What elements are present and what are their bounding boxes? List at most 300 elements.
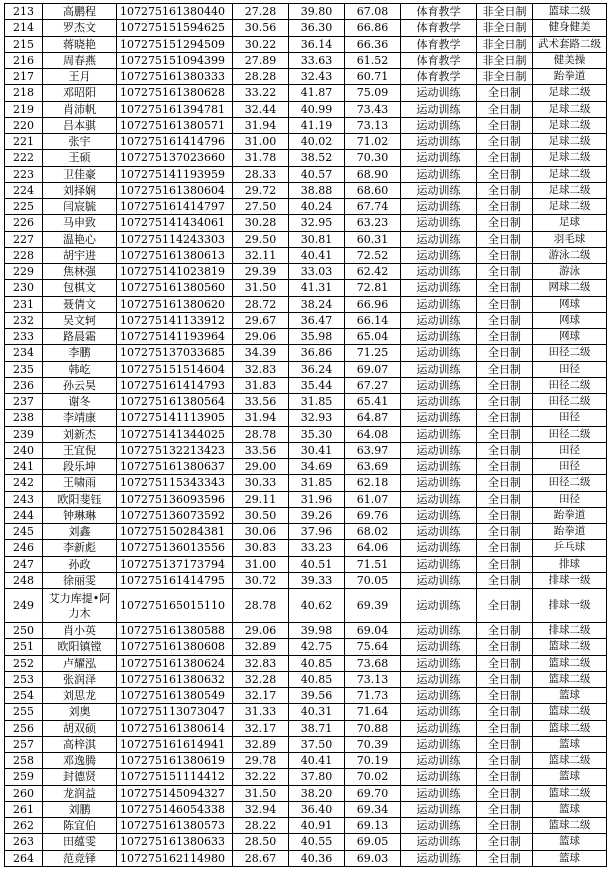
sport-specialty-cell: 健美操 <box>533 52 607 68</box>
study-mode-cell: 全日制 <box>477 572 533 588</box>
table-row <box>5 834 607 850</box>
sport-specialty-cell: 篮球 <box>533 769 607 785</box>
row-number-cell: 230 <box>5 280 43 296</box>
score-b-cell: 41.87 <box>289 85 345 101</box>
row-number-cell: 219 <box>5 101 43 117</box>
study-direction-cell: 运动训练 <box>401 312 477 328</box>
sport-specialty-cell: 篮球 <box>533 736 607 752</box>
score-b-cell: 40.85 <box>289 671 345 687</box>
candidate-name-cell: 路晨霜 <box>43 329 117 345</box>
total-score-cell: 71.73 <box>345 688 401 704</box>
study-direction-cell: 运动训练 <box>401 524 477 540</box>
study-mode-cell: 全日制 <box>477 459 533 475</box>
study-direction-cell: 运动训练 <box>401 688 477 704</box>
table-row <box>5 442 607 458</box>
score-a-cell: 34.39 <box>233 345 289 361</box>
table-row <box>5 801 607 817</box>
total-score-cell: 73.13 <box>345 671 401 687</box>
study-direction-cell: 运动训练 <box>401 361 477 377</box>
score-b-cell: 33.63 <box>289 52 345 68</box>
study-direction-cell: 运动训练 <box>401 459 477 475</box>
candidate-name-cell: 王啸雨 <box>43 475 117 491</box>
score-b-cell: 32.43 <box>289 69 345 85</box>
sport-specialty-cell: 排球二级 <box>533 623 607 639</box>
score-a-cell: 30.50 <box>233 507 289 523</box>
score-b-cell: 40.02 <box>289 134 345 150</box>
exam-id-cell: 107275161380613 <box>117 247 233 263</box>
table-row <box>5 215 607 231</box>
score-a-cell: 30.06 <box>233 524 289 540</box>
exam-id-cell: 107275161380633 <box>117 834 233 850</box>
score-b-cell: 38.88 <box>289 182 345 198</box>
candidate-name-cell: 闫宸毓 <box>43 199 117 215</box>
total-score-cell: 73.68 <box>345 655 401 671</box>
row-number-cell: 241 <box>5 459 43 475</box>
row-number-cell: 254 <box>5 688 43 704</box>
candidate-name-cell: 高鹏程 <box>43 4 117 20</box>
study-mode-cell: 全日制 <box>477 199 533 215</box>
score-b-cell: 35.98 <box>289 329 345 345</box>
table-row <box>5 589 607 623</box>
study-direction-cell: 运动训练 <box>401 264 477 280</box>
study-mode-cell: 全日制 <box>477 85 533 101</box>
score-b-cell: 38.52 <box>289 150 345 166</box>
study-mode-cell: 全日制 <box>477 377 533 393</box>
row-number-cell: 243 <box>5 491 43 507</box>
candidate-name-cell: 邓逸腾 <box>43 753 117 769</box>
score-a-cell: 28.67 <box>233 850 289 866</box>
candidate-name-cell: 刘思龙 <box>43 688 117 704</box>
study-direction-cell: 运动训练 <box>401 704 477 720</box>
study-direction-cell: 运动训练 <box>401 134 477 150</box>
table-row <box>5 117 607 133</box>
score-b-cell: 40.24 <box>289 199 345 215</box>
row-number-cell: 229 <box>5 264 43 280</box>
study-direction-cell: 体育教学 <box>401 4 477 20</box>
row-number-cell: 234 <box>5 345 43 361</box>
score-a-cell: 32.28 <box>233 671 289 687</box>
table-row <box>5 280 607 296</box>
total-score-cell: 71.51 <box>345 556 401 572</box>
study-direction-cell: 运动训练 <box>401 166 477 182</box>
sport-specialty-cell: 篮球二级 <box>533 785 607 801</box>
total-score-cell: 67.27 <box>345 377 401 393</box>
candidate-name-cell: 段乐坤 <box>43 459 117 475</box>
score-b-cell: 40.99 <box>289 101 345 117</box>
exam-id-cell: 107275136073592 <box>117 507 233 523</box>
sport-specialty-cell: 篮球二级 <box>533 753 607 769</box>
total-score-cell: 69.13 <box>345 818 401 834</box>
exam-id-cell: 107275161414795 <box>117 572 233 588</box>
candidate-name-cell: 龙润益 <box>43 785 117 801</box>
row-number-cell: 263 <box>5 834 43 850</box>
candidate-name-cell: 刘鑫 <box>43 524 117 540</box>
row-number-cell: 223 <box>5 166 43 182</box>
candidate-name-cell: 陈宜伯 <box>43 818 117 834</box>
score-b-cell: 41.19 <box>289 117 345 133</box>
candidate-name-cell: 吕本骐 <box>43 117 117 133</box>
sport-specialty-cell: 田径二级 <box>533 394 607 410</box>
sport-specialty-cell: 健身健美 <box>533 20 607 36</box>
study-direction-cell: 运动训练 <box>401 491 477 507</box>
study-mode-cell: 全日制 <box>477 182 533 198</box>
sport-specialty-cell: 篮球二级 <box>533 720 607 736</box>
total-score-cell: 69.34 <box>345 801 401 817</box>
score-b-cell: 33.03 <box>289 264 345 280</box>
candidate-name-cell: 王宜倪 <box>43 442 117 458</box>
score-b-cell: 36.40 <box>289 801 345 817</box>
score-a-cell: 32.89 <box>233 736 289 752</box>
row-number-cell: 256 <box>5 720 43 736</box>
study-mode-cell: 全日制 <box>477 720 533 736</box>
candidate-name-cell: 胡双硕 <box>43 720 117 736</box>
study-mode-cell: 全日制 <box>477 688 533 704</box>
candidate-name-cell: 肖沛帆 <box>43 101 117 117</box>
row-number-cell: 221 <box>5 134 43 150</box>
score-b-cell: 39.33 <box>289 572 345 588</box>
study-mode-cell: 全日制 <box>477 312 533 328</box>
candidate-name-cell: 卫佳豪 <box>43 166 117 182</box>
study-mode-cell: 全日制 <box>477 639 533 655</box>
row-number-cell: 238 <box>5 410 43 426</box>
total-score-cell: 64.08 <box>345 426 401 442</box>
row-number-cell: 255 <box>5 704 43 720</box>
exam-id-cell: 107275161380588 <box>117 623 233 639</box>
sport-specialty-cell: 足球二级 <box>533 182 607 198</box>
sport-specialty-cell: 排球一级 <box>533 572 607 588</box>
row-number-cell: 224 <box>5 182 43 198</box>
sport-specialty-cell: 田径 <box>533 410 607 426</box>
candidate-name-cell: 吴文轲 <box>43 312 117 328</box>
study-mode-cell: 全日制 <box>477 818 533 834</box>
score-b-cell: 40.36 <box>289 850 345 866</box>
row-number-cell: 242 <box>5 475 43 491</box>
study-mode-cell: 全日制 <box>477 361 533 377</box>
total-score-cell: 69.04 <box>345 623 401 639</box>
table-row <box>5 85 607 101</box>
study-mode-cell: 全日制 <box>477 491 533 507</box>
sport-specialty-cell: 网球二级 <box>533 280 607 296</box>
study-mode-cell: 全日制 <box>477 215 533 231</box>
score-a-cell: 30.72 <box>233 572 289 588</box>
exam-id-cell: 107275161414797 <box>117 199 233 215</box>
sport-specialty-cell: 田径二级 <box>533 377 607 393</box>
score-a-cell: 33.56 <box>233 442 289 458</box>
exam-id-cell: 107275141113905 <box>117 410 233 426</box>
sport-specialty-cell: 跆拳道 <box>533 524 607 540</box>
total-score-cell: 69.76 <box>345 507 401 523</box>
total-score-cell: 69.03 <box>345 850 401 866</box>
total-score-cell: 73.13 <box>345 117 401 133</box>
exam-id-cell: 107275113073047 <box>117 704 233 720</box>
study-mode-cell: 非全日制 <box>477 20 533 36</box>
study-mode-cell: 全日制 <box>477 475 533 491</box>
row-number-cell: 252 <box>5 655 43 671</box>
score-a-cell: 32.83 <box>233 361 289 377</box>
table-row <box>5 671 607 687</box>
candidate-name-cell: 肖小英 <box>43 623 117 639</box>
exam-id-cell: 107275141434061 <box>117 215 233 231</box>
score-b-cell: 37.96 <box>289 524 345 540</box>
candidate-name-cell: 包棋文 <box>43 280 117 296</box>
exam-id-cell: 107275161380573 <box>117 818 233 834</box>
table-row <box>5 69 607 85</box>
sport-specialty-cell: 足球二级 <box>533 150 607 166</box>
sport-specialty-cell: 篮球二级 <box>533 4 607 20</box>
score-a-cell: 32.89 <box>233 639 289 655</box>
sport-specialty-cell: 篮球 <box>533 834 607 850</box>
study-direction-cell: 运动训练 <box>401 410 477 426</box>
study-mode-cell: 全日制 <box>477 442 533 458</box>
study-direction-cell: 运动训练 <box>401 589 477 623</box>
study-direction-cell: 体育教学 <box>401 69 477 85</box>
row-number-cell: 225 <box>5 199 43 215</box>
sport-specialty-cell: 足球二级 <box>533 85 607 101</box>
score-b-cell: 32.95 <box>289 215 345 231</box>
study-mode-cell: 全日制 <box>477 507 533 523</box>
score-b-cell: 31.96 <box>289 491 345 507</box>
total-score-cell: 70.05 <box>345 572 401 588</box>
score-b-cell: 40.57 <box>289 166 345 182</box>
exam-id-cell: 107275161380619 <box>117 753 233 769</box>
exam-id-cell: 107275161380624 <box>117 655 233 671</box>
score-b-cell: 30.41 <box>289 442 345 458</box>
exam-id-cell: 107275146054338 <box>117 801 233 817</box>
score-a-cell: 32.44 <box>233 101 289 117</box>
candidate-name-cell: 李鹏 <box>43 345 117 361</box>
sport-specialty-cell: 篮球二级 <box>533 704 607 720</box>
score-b-cell: 34.69 <box>289 459 345 475</box>
score-b-cell: 40.85 <box>289 655 345 671</box>
exam-id-cell: 107275161380614 <box>117 720 233 736</box>
total-score-cell: 62.18 <box>345 475 401 491</box>
table-row <box>5 134 607 150</box>
total-score-cell: 68.02 <box>345 524 401 540</box>
exam-id-cell: 107275141193964 <box>117 329 233 345</box>
sport-specialty-cell: 篮球二级 <box>533 671 607 687</box>
score-a-cell: 31.00 <box>233 134 289 150</box>
score-b-cell: 30.81 <box>289 231 345 247</box>
study-direction-cell: 运动训练 <box>401 442 477 458</box>
candidate-name-cell: 王月 <box>43 69 117 85</box>
study-mode-cell: 全日制 <box>477 589 533 623</box>
total-score-cell: 69.07 <box>345 361 401 377</box>
study-mode-cell: 全日制 <box>477 394 533 410</box>
row-number-cell: 246 <box>5 540 43 556</box>
score-a-cell: 30.28 <box>233 215 289 231</box>
study-mode-cell: 全日制 <box>477 150 533 166</box>
score-b-cell: 42.75 <box>289 639 345 655</box>
row-number-cell: 250 <box>5 623 43 639</box>
row-number-cell: 218 <box>5 85 43 101</box>
study-mode-cell: 全日制 <box>477 671 533 687</box>
score-a-cell: 31.50 <box>233 280 289 296</box>
score-a-cell: 29.39 <box>233 264 289 280</box>
table-row <box>5 655 607 671</box>
row-number-cell: 227 <box>5 231 43 247</box>
row-number-cell: 232 <box>5 312 43 328</box>
table-row <box>5 720 607 736</box>
row-number-cell: 231 <box>5 296 43 312</box>
table-row <box>5 623 607 639</box>
score-a-cell: 31.78 <box>233 150 289 166</box>
study-direction-cell: 运动训练 <box>401 785 477 801</box>
row-number-cell: 220 <box>5 117 43 133</box>
score-a-cell: 32.11 <box>233 247 289 263</box>
study-mode-cell: 全日制 <box>477 134 533 150</box>
table-row <box>5 377 607 393</box>
row-number-cell: 215 <box>5 36 43 52</box>
study-mode-cell: 全日制 <box>477 736 533 752</box>
sport-specialty-cell: 足球二级 <box>533 117 607 133</box>
score-b-cell: 33.23 <box>289 540 345 556</box>
row-number-cell: 260 <box>5 785 43 801</box>
score-a-cell: 29.72 <box>233 182 289 198</box>
total-score-cell: 60.31 <box>345 231 401 247</box>
study-mode-cell: 非全日制 <box>477 4 533 20</box>
exam-id-cell: 107275161380549 <box>117 688 233 704</box>
row-number-cell: 213 <box>5 4 43 20</box>
exam-id-cell: 107275145094327 <box>117 785 233 801</box>
score-b-cell: 36.86 <box>289 345 345 361</box>
table-row <box>5 394 607 410</box>
total-score-cell: 66.86 <box>345 20 401 36</box>
score-a-cell: 31.94 <box>233 117 289 133</box>
table-row <box>5 524 607 540</box>
table-row <box>5 101 607 117</box>
sport-specialty-cell: 网球 <box>533 312 607 328</box>
study-mode-cell: 全日制 <box>477 753 533 769</box>
total-score-cell: 64.87 <box>345 410 401 426</box>
table-row <box>5 540 607 556</box>
row-number-cell: 235 <box>5 361 43 377</box>
candidate-name-cell: 罗杰文 <box>43 20 117 36</box>
candidate-name-cell: 王硕 <box>43 150 117 166</box>
row-number-cell: 239 <box>5 426 43 442</box>
score-b-cell: 41.31 <box>289 280 345 296</box>
total-score-cell: 70.19 <box>345 753 401 769</box>
study-mode-cell: 非全日制 <box>477 36 533 52</box>
sport-specialty-cell: 篮球 <box>533 850 607 866</box>
score-b-cell: 40.91 <box>289 818 345 834</box>
study-direction-cell: 运动训练 <box>401 247 477 263</box>
study-direction-cell: 运动训练 <box>401 329 477 345</box>
study-direction-cell: 运动训练 <box>401 426 477 442</box>
exam-id-cell: 107275161414793 <box>117 377 233 393</box>
total-score-cell: 72.81 <box>345 280 401 296</box>
score-b-cell: 40.62 <box>289 589 345 623</box>
candidate-name-cell: 焦林强 <box>43 264 117 280</box>
study-direction-cell: 运动训练 <box>401 736 477 752</box>
score-a-cell: 30.22 <box>233 36 289 52</box>
candidate-name-cell: 欧阳镇镗 <box>43 639 117 655</box>
table-row <box>5 4 607 20</box>
study-direction-cell: 运动训练 <box>401 655 477 671</box>
score-b-cell: 35.30 <box>289 426 345 442</box>
study-direction-cell: 体育教学 <box>401 20 477 36</box>
study-direction-cell: 运动训练 <box>401 769 477 785</box>
study-mode-cell: 全日制 <box>477 117 533 133</box>
study-mode-cell: 全日制 <box>477 769 533 785</box>
score-b-cell: 39.80 <box>289 4 345 20</box>
exam-id-cell: 107275141193959 <box>117 166 233 182</box>
score-a-cell: 28.28 <box>233 69 289 85</box>
score-a-cell: 30.56 <box>233 20 289 36</box>
sport-specialty-cell: 田径二级 <box>533 475 607 491</box>
candidate-name-cell: 艾力库提•阿力木 <box>43 589 117 623</box>
candidate-name-cell: 范竞铎 <box>43 850 117 866</box>
score-a-cell: 31.00 <box>233 556 289 572</box>
total-score-cell: 62.42 <box>345 264 401 280</box>
total-score-cell: 68.60 <box>345 182 401 198</box>
candidate-name-cell: 李靖康 <box>43 410 117 426</box>
score-a-cell: 28.78 <box>233 426 289 442</box>
admission-score-table <box>4 3 607 867</box>
table-row <box>5 475 607 491</box>
study-mode-cell: 全日制 <box>477 247 533 263</box>
table-row <box>5 426 607 442</box>
study-direction-cell: 运动训练 <box>401 199 477 215</box>
exam-id-cell: 107275137173794 <box>117 556 233 572</box>
row-number-cell: 262 <box>5 818 43 834</box>
study-mode-cell: 全日制 <box>477 231 533 247</box>
table-row <box>5 769 607 785</box>
study-mode-cell: 全日制 <box>477 623 533 639</box>
study-mode-cell: 非全日制 <box>477 69 533 85</box>
exam-id-cell: 107275151094399 <box>117 52 233 68</box>
exam-id-cell: 107275114243303 <box>117 231 233 247</box>
total-score-cell: 75.64 <box>345 639 401 655</box>
study-direction-cell: 运动训练 <box>401 801 477 817</box>
sport-specialty-cell: 田径 <box>533 459 607 475</box>
table-row <box>5 459 607 475</box>
score-b-cell: 37.80 <box>289 769 345 785</box>
table-row <box>5 247 607 263</box>
study-direction-cell: 运动训练 <box>401 753 477 769</box>
study-direction-cell: 运动训练 <box>401 215 477 231</box>
score-a-cell: 33.22 <box>233 85 289 101</box>
study-mode-cell: 全日制 <box>477 850 533 866</box>
score-b-cell: 35.44 <box>289 377 345 393</box>
table-row <box>5 312 607 328</box>
study-direction-cell: 运动训练 <box>401 540 477 556</box>
row-number-cell: 259 <box>5 769 43 785</box>
candidate-name-cell: 田蕴雯 <box>43 834 117 850</box>
score-a-cell: 31.50 <box>233 785 289 801</box>
study-mode-cell: 全日制 <box>477 166 533 182</box>
study-mode-cell: 全日制 <box>477 426 533 442</box>
exam-id-cell: 107275161380620 <box>117 296 233 312</box>
candidate-name-cell: 邓昭阳 <box>43 85 117 101</box>
total-score-cell: 66.36 <box>345 36 401 52</box>
exam-id-cell: 107275161614941 <box>117 736 233 752</box>
exam-id-cell: 107275161414796 <box>117 134 233 150</box>
row-number-cell: 217 <box>5 69 43 85</box>
study-mode-cell: 全日制 <box>477 101 533 117</box>
study-direction-cell: 运动训练 <box>401 850 477 866</box>
total-score-cell: 67.74 <box>345 199 401 215</box>
sport-specialty-cell: 篮球二级 <box>533 639 607 655</box>
score-a-cell: 32.94 <box>233 801 289 817</box>
study-mode-cell: 全日制 <box>477 540 533 556</box>
row-number-cell: 236 <box>5 377 43 393</box>
study-direction-cell: 运动训练 <box>401 150 477 166</box>
exam-id-cell: 107275161380571 <box>117 117 233 133</box>
table-row <box>5 572 607 588</box>
score-b-cell: 36.24 <box>289 361 345 377</box>
study-mode-cell: 全日制 <box>477 704 533 720</box>
exam-id-cell: 107275132213423 <box>117 442 233 458</box>
